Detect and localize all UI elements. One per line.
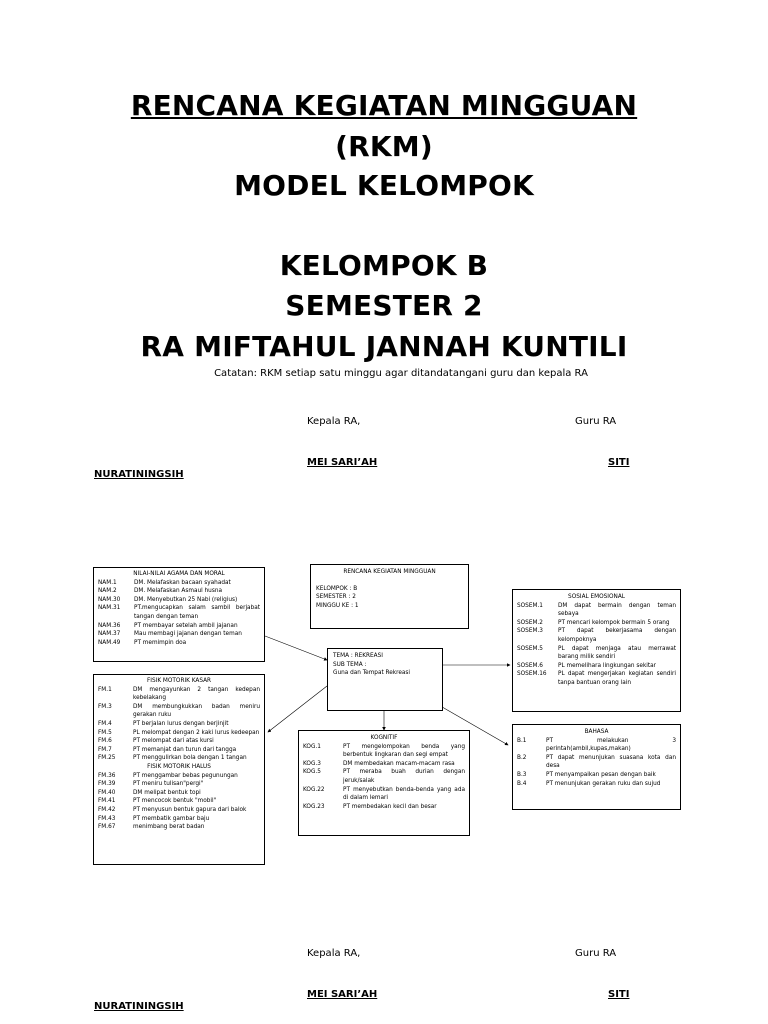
nam-list <box>98 578 260 647</box>
list-item <box>98 779 260 788</box>
list-item <box>98 685 260 702</box>
list-item <box>98 753 260 762</box>
item-desc: DM. Melafaskan Asmaul husna <box>134 586 222 595</box>
item-desc: PT menunjukan gerakan ruku dan sujud <box>546 778 661 787</box>
list-item <box>98 629 260 638</box>
list-item <box>517 736 676 753</box>
item-desc: PT mencari kelompok bermain 5 orang <box>558 617 670 626</box>
item-code: FM.4 <box>98 718 112 727</box>
item-desc: DM melipat bentuk topi <box>133 787 201 796</box>
fm-halus-list <box>98 771 260 831</box>
list-item <box>98 595 260 604</box>
tema-box <box>327 648 443 711</box>
subtema-label: SUB TEMA : <box>333 659 367 668</box>
list-item <box>98 822 260 831</box>
fm-halus-title: FISIK MOTORIK HALUS <box>147 761 211 770</box>
list-item <box>517 669 676 686</box>
fm-box <box>93 674 265 865</box>
item-code: FM.3 <box>98 701 112 710</box>
item-desc: PT mengelompokan benda yang berbentuk lingkaran dan segi empat <box>343 741 465 759</box>
list-item <box>98 788 260 797</box>
list-item <box>303 759 465 768</box>
item-code: KOG.3 <box>303 758 321 767</box>
kepala-label: Kepala RA, <box>307 416 361 427</box>
rkm-title: RENCANA KEGIATAN MINGGUAN <box>343 567 436 575</box>
list-item <box>517 770 676 779</box>
tema-label: TEMA : REKREASI <box>333 651 383 659</box>
item-desc: PL memelihara lingkungan sekitar <box>558 660 657 669</box>
sosem-box <box>512 589 681 712</box>
item-desc: DM. Menyebutkan 25 Nabi (religius) <box>134 594 238 603</box>
kepala-label-bottom: Kepala RA, <box>307 948 361 959</box>
rkm-info-box <box>310 564 469 629</box>
kog-title: KOGNITIF <box>370 733 398 741</box>
guru-label: Guru RA <box>575 416 617 427</box>
rkm-kelompok: KELOMPOK : B <box>316 583 358 592</box>
item-desc: PT menggulirkan bola dengan 1 tangan <box>133 753 247 762</box>
item-desc: DM mengayunkan 2 tangan kedepan kebelakang <box>133 684 260 702</box>
item-code: NAM.31 <box>98 603 121 612</box>
list-item <box>517 779 676 788</box>
list-item <box>98 814 260 823</box>
fm-list <box>98 685 260 762</box>
item-code: FM.7 <box>98 744 112 753</box>
list-item <box>517 601 676 618</box>
list-item <box>98 736 260 745</box>
doc-title-line3: MODEL KELOMPOK <box>234 169 534 202</box>
rkm-minggu: MINGGU KE : 1 <box>316 600 359 609</box>
item-code: FM.5 <box>98 727 112 736</box>
item-desc: PT membatik gambar baju <box>133 813 210 822</box>
item-desc: DM membedakan macam-macam rasa <box>343 758 455 767</box>
bahasa-box <box>512 724 681 810</box>
list-item <box>517 618 676 627</box>
item-code: KOG.23 <box>303 801 325 810</box>
item-code: SOSEM.3 <box>517 626 543 635</box>
item-code: NAM.30 <box>98 594 121 603</box>
list-item <box>303 785 465 802</box>
item-code: NAM.36 <box>98 620 121 629</box>
item-code: NAM.1 <box>98 577 117 586</box>
item-code: FM.43 <box>98 813 116 822</box>
list-item <box>303 802 465 811</box>
item-code: B.4 <box>517 778 527 787</box>
list-item <box>98 621 260 630</box>
bahasa-title: BAHASA <box>584 727 609 735</box>
doc-title-line4: KELOMPOK B <box>279 249 489 282</box>
item-desc: Mau membagi jajanan dengan teman <box>134 629 242 638</box>
list-item <box>98 745 260 754</box>
sosem-list <box>517 601 676 687</box>
list-item <box>98 578 260 587</box>
item-code: FM.6 <box>98 736 112 745</box>
nam-box <box>93 567 265 662</box>
fm-title: FISIK MOTORIK KASAR <box>146 676 212 684</box>
item-code: FM.40 <box>98 787 116 796</box>
item-desc: PT meraba buah durian dengan jeruk/salak <box>343 767 465 784</box>
item-code: KOG.1 <box>303 741 321 750</box>
item-code: KOG.22 <box>303 784 325 793</box>
list-item <box>98 805 260 814</box>
list-item <box>98 728 260 737</box>
item-desc: PT.mengucapkan salam sambil berjabat tangan dengan teman <box>134 603 260 620</box>
item-code: FM.39 <box>98 779 116 788</box>
item-code: FM.41 <box>98 796 116 805</box>
item-desc: PT menyampaikan pesan dengan baik <box>546 769 656 778</box>
item-desc: PT menyebutkan benda-benda yang ada di dalam lemari <box>343 784 465 802</box>
item-desc: PT melakukan 3 perintah(ambil,kupas,makan) <box>546 735 676 753</box>
list-item <box>517 644 676 661</box>
item-code: SOSEM.6 <box>517 660 543 669</box>
item-desc: PL dapat menjaga atau merrawat barang milik sendiri <box>558 643 676 661</box>
list-item <box>98 586 260 595</box>
nam-title: NILAI-NILAI AGAMA DAN MORAL <box>133 569 225 577</box>
item-code: NAM.2 <box>98 586 117 595</box>
list-item <box>517 626 676 643</box>
item-code: FM.1 <box>98 684 112 693</box>
bahasa-list <box>517 736 676 788</box>
list-item <box>98 796 260 805</box>
item-code: SOSEM.16 <box>517 669 547 678</box>
guru-label-bottom: Guru RA <box>575 948 617 959</box>
guru-name-last: NURATININGSIH <box>94 469 184 480</box>
sosem-title: SOSIAL EMOSIONAL <box>568 592 625 600</box>
item-code: FM.25 <box>98 753 116 762</box>
item-desc: PT dapat menunjukan suasana kota dan desa <box>546 752 676 770</box>
item-desc: DM. Melafaskan bacaan syahadat <box>134 577 231 586</box>
note-text: Catatan: RKM setiap satu minggu agar ditandatangani guru dan kepala RA <box>214 368 588 379</box>
item-desc: PT meniru tulisan"pergi" <box>133 779 204 788</box>
list-item <box>517 753 676 770</box>
item-desc: PT mencocok bentuk "mobil" <box>133 796 217 805</box>
item-desc: DM dapat bermain dengan teman sebaya <box>558 600 676 618</box>
item-code: FM.36 <box>98 770 116 779</box>
item-code: B.2 <box>517 752 527 761</box>
guru-name-first: SITI <box>608 457 630 468</box>
item-code: SOSEM.2 <box>517 617 543 626</box>
doc-title-line2: (RKM) <box>335 130 433 163</box>
item-desc: PT membedakan kecil dan besar <box>343 801 437 810</box>
item-code: SOSEM.5 <box>517 643 543 652</box>
item-desc: PT memimpin doa <box>134 637 187 646</box>
item-code: FM.67 <box>98 822 116 831</box>
item-desc: PT memanjat dan turun dari tangga <box>133 744 237 753</box>
item-code: KOG.5 <box>303 767 321 776</box>
doc-title-line6: RA MIFTAHUL JANNAH KUNTILI <box>140 330 628 363</box>
item-desc: PT melompat dari atas kursi <box>133 736 214 745</box>
guru-name-first-bottom: SITI <box>608 989 630 1000</box>
item-desc: PL dapat mengerjakan kegiatan sendiri tanpa bantuan orang lain <box>558 669 676 686</box>
list-item <box>98 702 260 719</box>
list-item <box>303 767 465 784</box>
list-item <box>98 603 260 620</box>
item-desc: PT menyusun bentuk gapura dari balok <box>133 804 247 813</box>
item-desc: PL melompat dengan 2 kaki lurus kedeepan <box>133 727 260 736</box>
list-item <box>98 771 260 780</box>
rkm-semester: SEMESTER : 2 <box>316 592 356 601</box>
item-code: B.3 <box>517 769 527 778</box>
kepala-name: MEI SARI’AH <box>307 457 378 468</box>
subtema-value: Guna dan Tempat Rekreasi <box>333 668 411 677</box>
item-desc: menimbang berat badan <box>133 822 205 831</box>
item-code: FM.42 <box>98 804 116 813</box>
item-code: B.1 <box>517 735 527 744</box>
kog-list <box>303 742 465 811</box>
doc-title-line5: SEMESTER 2 <box>285 289 483 322</box>
item-desc: PT menggambar bebas pegunungan <box>133 770 238 779</box>
item-desc: DM membungkukkan badan meniru gerakan ruku <box>133 701 260 719</box>
list-item <box>98 638 260 647</box>
guru-name-last-bottom: NURATININGSIH <box>94 1001 184 1012</box>
item-code: NAM.37 <box>98 629 121 638</box>
item-code: NAM.49 <box>98 637 121 646</box>
doc-title-text: RENCANA KEGIATAN MINGGUAN <box>130 89 638 122</box>
item-code: SOSEM.1 <box>517 600 543 609</box>
list-item <box>303 742 465 759</box>
list-item <box>517 661 676 670</box>
kepala-name-bottom: MEI SARI’AH <box>307 989 378 1000</box>
item-desc: PT membayar setelah ambil jajanan <box>134 620 238 629</box>
item-desc: PT berjalan lurus dengan berjinjit <box>133 718 229 727</box>
item-desc: PT dapat bekerjasama dengan kelompoknya <box>558 626 676 643</box>
list-item <box>98 719 260 728</box>
kog-box <box>298 730 470 836</box>
